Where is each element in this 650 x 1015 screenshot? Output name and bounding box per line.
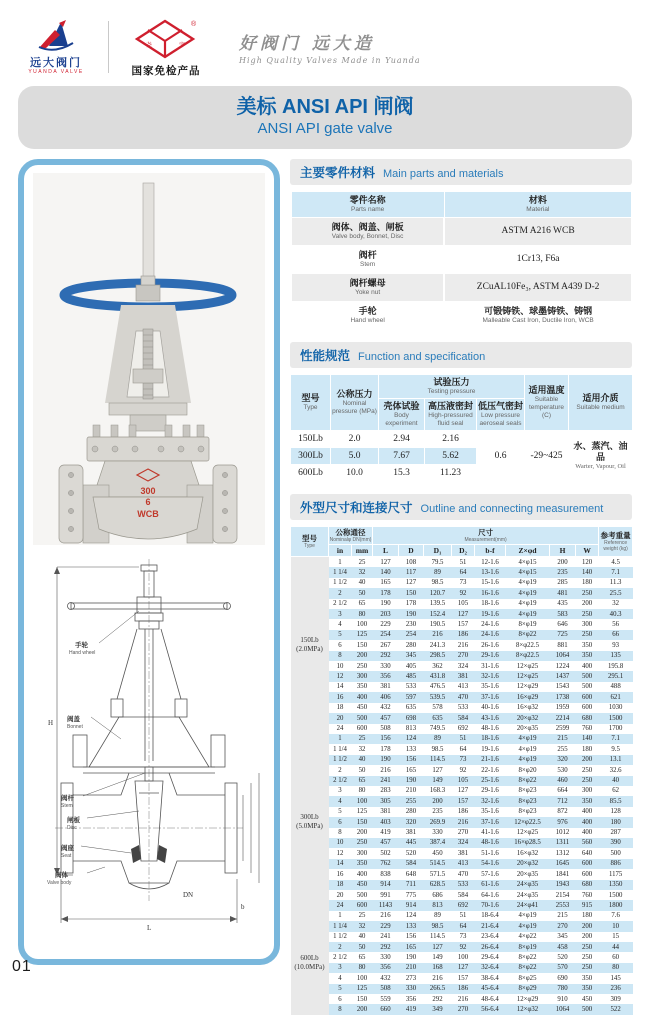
photo-stem (143, 183, 154, 287)
label-bonnet-cn: 阀盖 (67, 716, 80, 723)
table-row: 12 300 356 485 431.8 381 32-1.6 12×φ25 1437 500 295.1 (291, 671, 633, 681)
table-row: 3 80 203 190 152.4 127 19-1.6 4×φ19 583 250 40.3 (291, 609, 633, 619)
table-row: 1 1/2 40 165 127 98.5 73 15-1.6 4×φ19 285 180 11.3 (333, 579, 622, 587)
page-number: 01 (12, 958, 32, 975)
label-hand-wheel-cn: 手轮 (75, 642, 88, 649)
brand-name-en: YUANDA VALVE (28, 69, 84, 75)
table-row: 150Lb 2.0 2.94 2.16 0.6 -29~425 水、蒸汽、油品 Warter, Vapour, Oil (291, 431, 633, 448)
badge-caption: 国家免检产品 (131, 64, 201, 77)
col-header-nominal-pressure: 公称压力 Nominal pressure (MPa) (331, 375, 379, 431)
label-seat-cn: 阀座 (61, 845, 74, 852)
medium-shared-value: 水、蒸汽、油品 Warter, Vapour, Oil (569, 431, 633, 482)
parts-table (290, 191, 632, 330)
badge-char-right: 宇 (179, 42, 186, 49)
spec-section (290, 342, 632, 482)
table-row: 14 350 381 533 476.5 413 35-1.6 12×φ29 1543 500 488 (336, 683, 621, 691)
page-header (0, 0, 650, 84)
section-title-cn: 性能规范 (300, 349, 351, 363)
label-stem-en: Stem (61, 803, 73, 809)
temperature-shared-value: -29~425 (525, 431, 569, 482)
label-stem-cn: 阀杆 (61, 795, 74, 802)
outline-section (290, 494, 632, 1015)
table-row: 1 1/4 32 178 133 98.5 64 19-1.6 4×φ19 255 180 9.5 (333, 745, 620, 753)
yuanda-logo (14, 18, 98, 76)
parts-section (290, 159, 632, 330)
section-title-cn: 主要零件材料 (300, 166, 376, 180)
table-row: 阀体、阀盖、闸板 Valve body, Bonnet, Disc ASTM A216 WCB (291, 218, 632, 246)
table-row: 1 1/2 40 190 156 114.5 73 21-1.6 4×φ19 320 200 13.1 (291, 755, 633, 765)
section-title-cn: 外型尺寸和连接尺寸 (300, 501, 413, 515)
outline-table (290, 526, 633, 1015)
table-header-row (291, 527, 633, 545)
table-row: 600Lb (10.0MPa) 1 25 216 124 89 51 18-6.4 4×φ19 215 180 7.6 (291, 911, 633, 921)
table-row: 手轮 Hand wheel 可锻铸铁、球墨铸铁、铸钢 Malleable Cast Iron, Ductile Iron, WCB (291, 302, 632, 330)
table-row: 5 125 254 254 216 186 24-1.6 8×φ22 725 250 66 (291, 630, 633, 640)
table-subheader-row: in mm L D D₁ D₂ b-f Z×φd H W (291, 545, 633, 557)
valve-photo (32, 173, 266, 545)
table-row: 1 1/4 32 229 133 98.5 64 21-6.4 4×φ19 270 200 10 (291, 921, 633, 931)
table-row: 6 150 403 320 269.9 216 37-1.6 12×φ22.5 976 400 180 (291, 817, 633, 827)
label-disc-en: Disc (67, 825, 77, 831)
table-row: 阀杆 Stem 1Cr13, F6a (291, 246, 632, 274)
section-title-en: Outline and connecting measurement (420, 503, 604, 515)
photo-marking-size: 6 (145, 497, 151, 507)
diamond-logo-icon (133, 18, 199, 60)
section-header-spec (290, 342, 632, 368)
col-header-testing-pressure: 试验压力 Testing pressure (379, 375, 525, 399)
page-title-cn: 美标 ANSI API 闸阀 (236, 96, 414, 118)
photo-marking-class: 300 (140, 486, 156, 496)
col-header-nominal-diameter: 公称通径 Nominalφ DN(mm) (329, 528, 372, 543)
table-row: 18 450 432 635 578 533 40-1.6 16×φ32 1959 600 1030 (336, 704, 623, 712)
brand-name-cn: 远大阀门 (30, 57, 82, 69)
label-valve-body-en: Valve body (47, 880, 72, 886)
section-header-outline (290, 494, 632, 520)
type-group-label: 150Lb (2.0MPa) (291, 557, 329, 734)
table-row: 2 50 178 150 120.7 92 16-1.6 4×φ19 481 250 25.5 (291, 588, 633, 598)
table-row: 6 150 559 356 292 216 48-6.4 12×φ29 910 450 309 (338, 995, 621, 1003)
table-row: 1 1/4 32 140 117 89 64 13-1.6 4×φ15 235 140 7.1 (291, 567, 633, 577)
section-title-en: Function and specification (358, 351, 486, 363)
table-row: 6 150 267 280 241.3 216 26-1.6 8×φ22.5 881 350 93 (338, 641, 620, 649)
table-row: 8 200 419 381 330 270 41-1.6 12×φ25 1012 400 287 (338, 829, 621, 837)
drawing-seat-right (157, 845, 167, 863)
table-row: 10 250 330 405 362 324 31-1.6 12×φ25 1224 400 195.8 (336, 662, 624, 670)
label-seat-en: Seat (61, 853, 72, 859)
dim-label-h: H (48, 719, 54, 727)
label-hand-wheel-en: Hand wheel (69, 650, 96, 656)
registered-mark: ® (191, 20, 197, 28)
table-row: 2 50 292 165 127 92 26-6.4 8×φ19 458 250 44 (291, 942, 633, 952)
photo-bonnet-flange (87, 437, 209, 461)
low-pressure-shared-value: 0.6 (477, 431, 525, 482)
dim-label-dn: DN (183, 891, 194, 899)
label-bonnet-en: Bonnet (67, 724, 83, 730)
table-row: 10 250 457 445 387.4 324 48-1.6 16×φ28.5 1311 560 390 (291, 838, 633, 848)
page-title (18, 86, 632, 149)
type-group-label: 300Lb (5.0MPa) (291, 734, 329, 911)
table-row: 2 1/2 65 330 190 149 100 29-6.4 8×φ22 520 250 60 (333, 953, 620, 961)
label-valve-body-cn: 阀体 (55, 872, 68, 879)
table-row: 1 1/2 40 241 156 114.5 73 23-6.4 4×φ22 345 200 15 (333, 933, 620, 941)
col-header-high-seal: 高压液密封 High-pressured fluid seal (425, 399, 477, 431)
photo-marking-material: WCB (137, 509, 159, 519)
table-row: 20 500 457 698 635 584 43-1.6 20×φ32 2214 680 1500 (291, 713, 633, 723)
main-content (0, 159, 650, 1015)
slogan (239, 29, 421, 65)
valve-drawing (32, 553, 266, 951)
yuanda-logo-mark (33, 18, 79, 52)
spec-table (290, 374, 633, 482)
table-row: 18 450 914 711 628.5 533 61-1.6 24×φ35 1943 680 1350 (291, 880, 633, 890)
col-header-parts-name: 零件名称 Parts name (291, 192, 444, 218)
col-header-temperature: 适用温度 Suitable temperature (C) (525, 375, 569, 431)
col-header-type: 型号 Type (291, 375, 331, 431)
slogan-en: High Quality Valves Made in Yuanda (239, 56, 421, 65)
table-row: 8 200 660 419 349 270 56-6.4 12×φ32 1064 500 522 (291, 1004, 633, 1014)
table-row: 2 1/2 65 190 178 139.5 105 18-1.6 4×φ19 435 200 32 (333, 600, 620, 608)
table-row: 3 80 283 210 168.3 127 29-1.6 8×φ23 664 300 62 (338, 787, 620, 795)
page-title-en: ANSI API gate valve (257, 120, 393, 137)
table-row: 4 100 305 255 200 157 32-1.6 8×φ23 712 350 85.5 (291, 796, 633, 806)
table-row: 5 125 508 330 266.5 186 45-6.4 8×φ29 780 350 236 (291, 984, 633, 994)
table-row: 24 600 1143 914 813 692 70-1.6 24×φ41 2553 915 1800 (291, 900, 633, 910)
col-header-medium: 适用介质 Suitable medium (569, 375, 633, 431)
type-group-label: 600Lb (10.0MPa) (291, 911, 329, 1015)
table-row: 16 400 838 648 571.5 470 57-1.6 20×φ35 1841 600 1175 (336, 870, 623, 878)
col-header-type: 型号 Type (291, 527, 329, 557)
slogan-cn: 好阀门 远大造 (239, 34, 375, 54)
table-row: 4 100 229 230 190.5 157 24-1.6 8×φ19 646 300 56 (338, 620, 620, 628)
table-row: 600Lb 10.0 15.3 11.23 (291, 465, 633, 482)
col-header-low-seal: 低压气密封 Low pressure aeroseal seals (477, 399, 525, 431)
label-disc-cn: 闸板 (67, 817, 80, 824)
table-header-row (291, 375, 633, 399)
table-row: 150Lb (2.0MPa) 1 25 127 108 79.5 51 12-1.6 4×φ15 200 120 4.5 (291, 557, 633, 568)
table-row: 300Lb 5.0 7.67 5.62 (291, 448, 633, 465)
col-header-material: 材料 Material (444, 192, 631, 218)
table-row: 12 300 502 520 450 381 51-1.6 16×φ32 1312 640 500 (336, 849, 621, 857)
col-header-body-test: 壳体试验 Body experiment (379, 399, 425, 431)
col-header-weight: 参考重量 Reference weight (kg) (599, 527, 633, 557)
section-title-en: Main parts and materials (383, 168, 504, 180)
table-row: 2 1/2 65 241 190 149 105 25-1.6 8×φ22 460 250 40 (291, 776, 633, 786)
valve-image-panel (18, 159, 280, 965)
table-row: 5 125 381 280 235 186 35-1.6 8×φ23 872 400 128 (338, 808, 621, 816)
dim-label-l: L (147, 924, 152, 932)
data-column (290, 159, 632, 1015)
col-header-measurement: 尺寸 Measurement(mm) (373, 527, 599, 545)
table-row: 20 500 991 775 686 584 64-1.6 24×φ35 2154 760 1500 (336, 891, 623, 899)
table-row: 3 80 356 210 168 127 32-6.4 8×φ22 570 250 80 (291, 963, 633, 973)
table-row: 8 200 292 345 298.5 270 29-1.6 8×φ22.5 1064 350 135 (291, 651, 633, 661)
table-row: 14 350 762 584 514.5 413 54-1.6 20×φ32 1645 600 886 (291, 859, 633, 869)
outline-table-body (291, 557, 633, 1015)
dim-label-b: b (241, 903, 245, 911)
table-header-row (291, 192, 632, 218)
section-header-parts (290, 159, 632, 185)
table-row: 2 50 216 165 127 92 22-1.6 8×φ20 530 250 32.6 (338, 766, 622, 774)
divider (108, 21, 109, 73)
badge-char-left: 尧 (146, 42, 153, 49)
certification-badge (119, 18, 213, 77)
table-row: 4 100 432 273 216 157 38-6.4 8×φ25 690 350 145 (338, 974, 621, 982)
table-row: 300Lb (5.0MPa) 1 25 156 124 89 51 18-1.6 4×φ19 215 140 7.1 (291, 734, 633, 744)
table-row: 阀杆螺母 Yoke nut ZCuAL10Fe₃, ASTM A439 D-2 (291, 274, 632, 302)
table-row: 24 600 508 813 749.5 692 48-1.6 20×φ35 2599 760 1700 (336, 725, 623, 732)
table-row: 16 400 406 597 539.5 470 37-1.6 16×φ29 1738 600 621 (291, 692, 633, 702)
drawing-seat-left (131, 845, 141, 863)
